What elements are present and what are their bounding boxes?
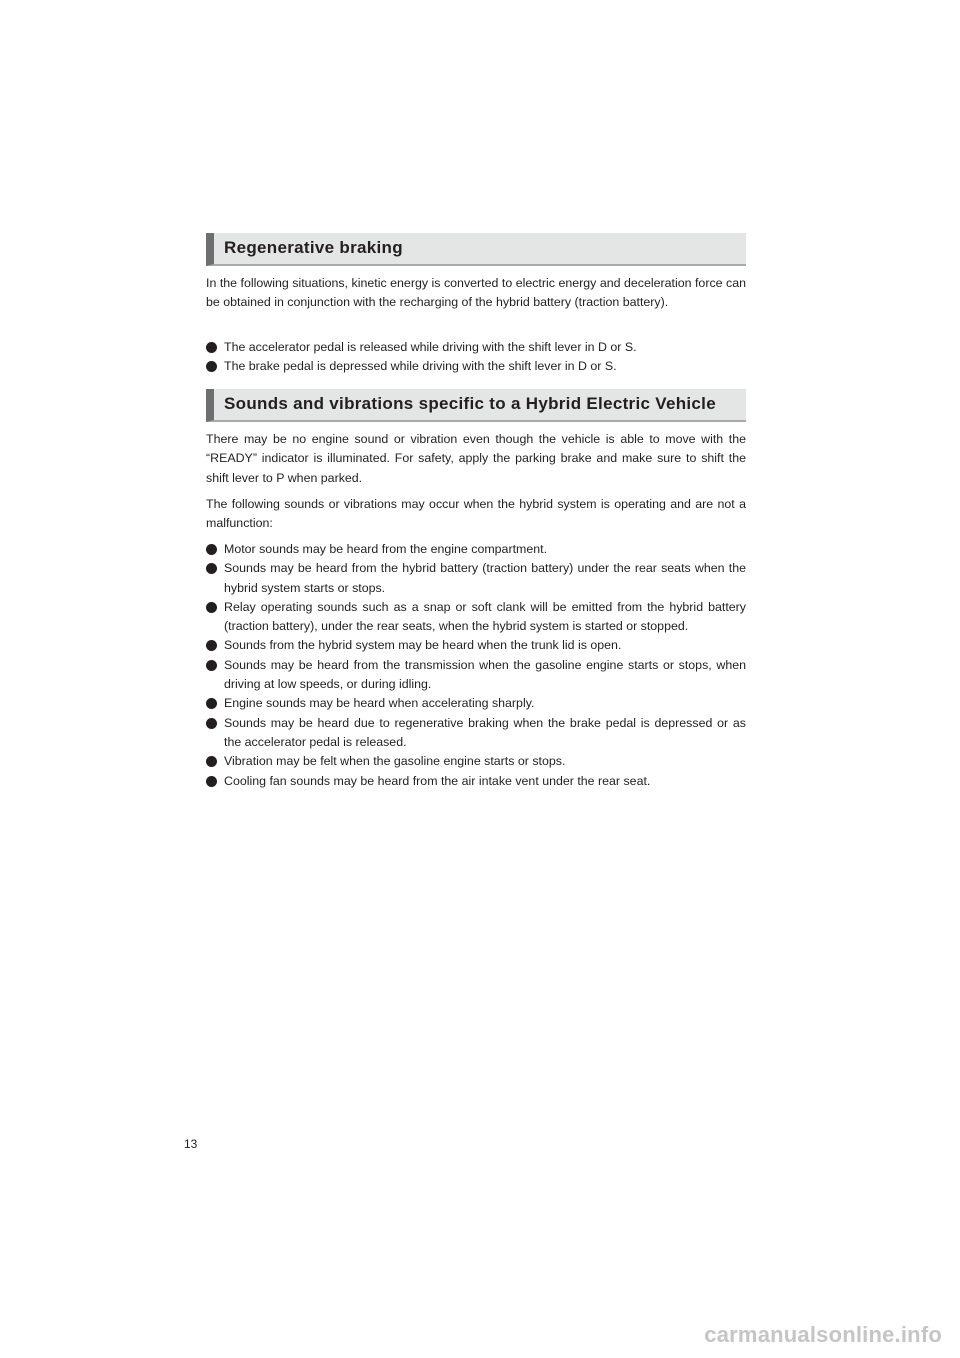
bullet-icon [206,756,217,767]
list-item: Relay operating sounds such as a snap or soft clank will be emitted from the hybrid battery (traction battery), under the rear seats, when the hybrid system is started or stopped. [206,598,746,637]
section-title: Regenerative braking [224,238,403,257]
page-number: 13 [184,1137,198,1151]
bullet-icon [206,776,217,787]
sounds-vibrations-paragraph-1: There may be no engine sound or vibration even though the vehicle is able to move with the “READY” indicator is illuminated. For safety, apply the parking brake and make sure to shift the shift lever to P when parked. [206,432,746,485]
watermark: carmanualsonline.info [704,1322,942,1347]
list-item: Cooling fan sounds may be heard from the air intake vent under the rear seat. [206,772,746,791]
bullet-icon [206,342,217,353]
list-item: Vibration may be felt when the gasoline engine starts or stops. [206,752,746,771]
list-item: The brake pedal is depressed while driving with the shift lever in D or S. [206,357,746,376]
bullet-icon [206,361,217,372]
section-heading-regenerative-braking [206,233,746,266]
list-item: Sounds from the hybrid system may be heard when the trunk lid is open. [206,636,746,655]
bullet-icon [206,544,217,555]
list-item: Engine sounds may be heard when accelerating sharply. [206,694,746,713]
section-title: Sounds and vibrations specific to a Hybrid Electric Vehicle [224,394,716,413]
bullet-icon [206,563,217,574]
list-item: Sounds may be heard from the transmission when the gasoline engine starts or stops, when driving at low speeds, or during idling. [206,656,746,695]
bullet-icon [206,660,217,671]
list-item: Motor sounds may be heard from the engine compartment. [206,540,746,559]
list-item: Sounds may be heard from the hybrid battery (traction battery) under the rear seats when the hybrid system starts or stops. [206,559,746,598]
bullet-icon [206,640,217,651]
bullet-icon [206,602,217,613]
bullet-icon [206,718,217,729]
regenerative-braking-list [206,338,746,377]
sounds-vibrations-list [206,540,746,791]
section-heading-sounds-vibrations [206,389,746,422]
regenerative-braking-intro: In the following situations, kinetic energy is converted to electric energy and deceleration force can be obtained in conjunction with the recharging of the hybrid battery (traction battery). [206,276,746,310]
sounds-vibrations-paragraph-2: The following sounds or vibrations may occur when the hybrid system is operating and are not a malfunction: [206,497,746,531]
list-item: The accelerator pedal is released while driving with the shift lever in D or S. [206,338,746,357]
list-item: Sounds may be heard due to regenerative braking when the brake pedal is depressed or as the accelerator pedal is released. [206,714,746,753]
bullet-icon [206,698,217,709]
